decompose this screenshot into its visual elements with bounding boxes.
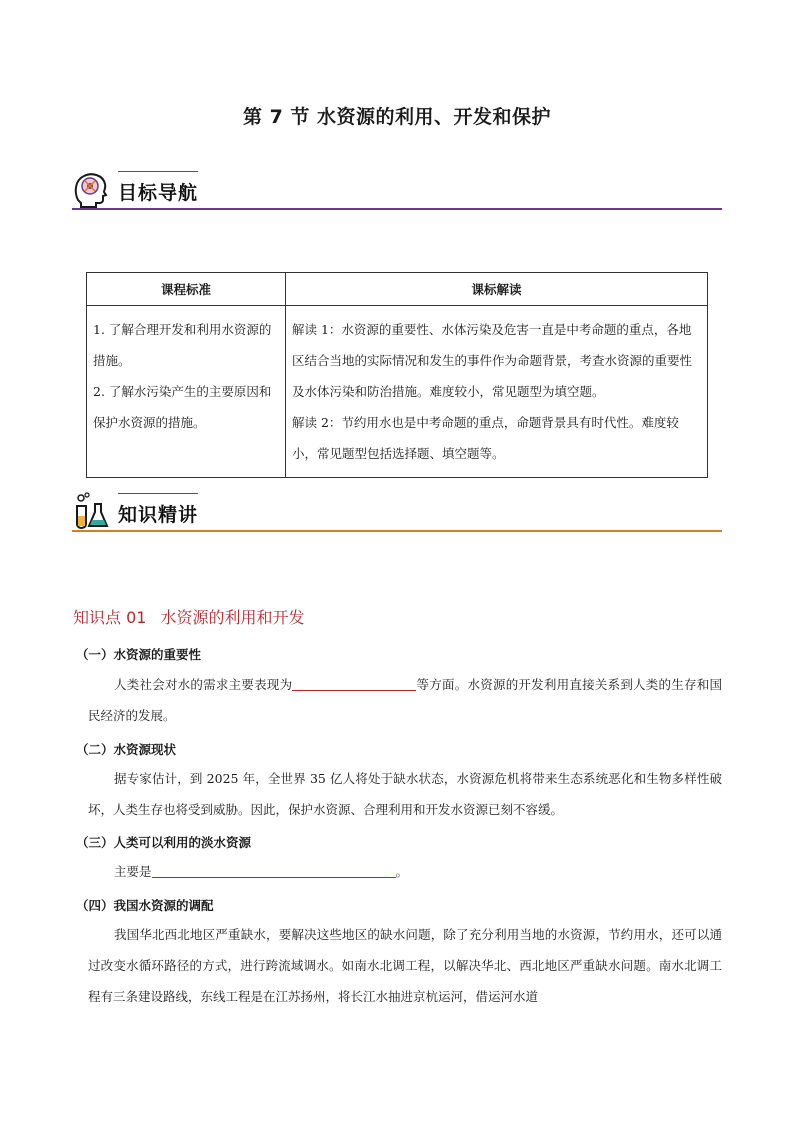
table-header-row (87, 273, 708, 306)
fill-in-blank[interactable] (152, 863, 396, 878)
subsection-heading: （三）人类可以利用的淡水资源 (76, 835, 252, 850)
interpretation-cell (286, 306, 708, 478)
paragraph (88, 669, 722, 731)
section-heading-knowledge (72, 490, 722, 534)
heading-top-line (118, 171, 198, 172)
knowledge-point-title (73, 605, 304, 628)
subsection-heading: （二）水资源现状 (76, 742, 177, 757)
knowledge-point-number: 知识点 01 (73, 608, 147, 627)
paragraph: 据专家估计，到 2025 年，全世界 35 亿人将处于缺水状态，水资源危机将带来生态系统恶化和生物多样性破坏，人类生存也将受到威胁。因此，保护水资源、合理利用和开发水资源已刻不容缓。 (88, 771, 722, 817)
paragraph (88, 856, 722, 887)
section-title-nav: 目标导航 (118, 182, 199, 204)
fill-in-blank[interactable] (292, 676, 416, 691)
curriculum-table (86, 272, 708, 478)
standard-item: 1. 了解合理开发和利用水资源的措施。 (93, 322, 272, 368)
table-header-standard: 课程标准 (87, 273, 286, 306)
section-heading-nav (72, 168, 722, 212)
paragraph: 我国华北西北地区严重缺水，要解决这些地区的缺水问题，除了充分利用当地的水资源，节约用水，还可以通过改变水循环路径的方式，进行跨流域调水。如南水北调工程，以解决华北、西北地区严重缺水问题。南水北调工程有三条建设路线，东线工程是在江苏扬州，将长江水抽进京杭运河，借运河水道 (88, 927, 722, 1004)
section-title-knowledge: 知识精讲 (118, 504, 199, 526)
interpretation-item: 解读 2：节约用水也是中考命题的重点，命题背景具有时代性。难度较小，常见题型包括选择题、填空题等。 (292, 415, 679, 461)
table-header-interpretation: 课标解读 (286, 273, 708, 306)
table-row (87, 306, 708, 478)
paragraph-text: 等方面。水资源的开发利用直接关系到人类的生存和国民经济的发展。 (88, 677, 722, 723)
knowledge-point-name: 水资源的利用和开发 (160, 608, 305, 627)
paragraph-text: 。 (395, 864, 409, 879)
heading-top-line (118, 493, 198, 494)
interpretation-item: 解读 1：水资源的重要性、水体污染及危害一直是中考命题的重点，各地区结合当地的实际情况和发生的事件作为命题背景，考查水资源的重要性及水体污染和防治措施。难度较小，常见题型为填空题。 (292, 322, 693, 399)
paragraph-text: 主要是 (114, 864, 152, 879)
standard-item: 2. 了解水污染产生的主要原因和保护水资源的措施。 (93, 384, 272, 430)
subsection-heading: （一）水资源的重要性 (76, 647, 202, 662)
page-title: 第 7 节 水资源的利用、开发和保护 (242, 106, 552, 128)
heading-rule (72, 208, 722, 210)
heading-rule (72, 530, 722, 532)
lab-flask-icon (72, 492, 110, 530)
standard-cell (87, 306, 286, 478)
brain-gear-icon (72, 170, 110, 208)
paragraph-text: 人类社会对水的需求主要表现为 (114, 677, 293, 692)
subsection-heading: （四）我国水资源的调配 (76, 898, 214, 913)
